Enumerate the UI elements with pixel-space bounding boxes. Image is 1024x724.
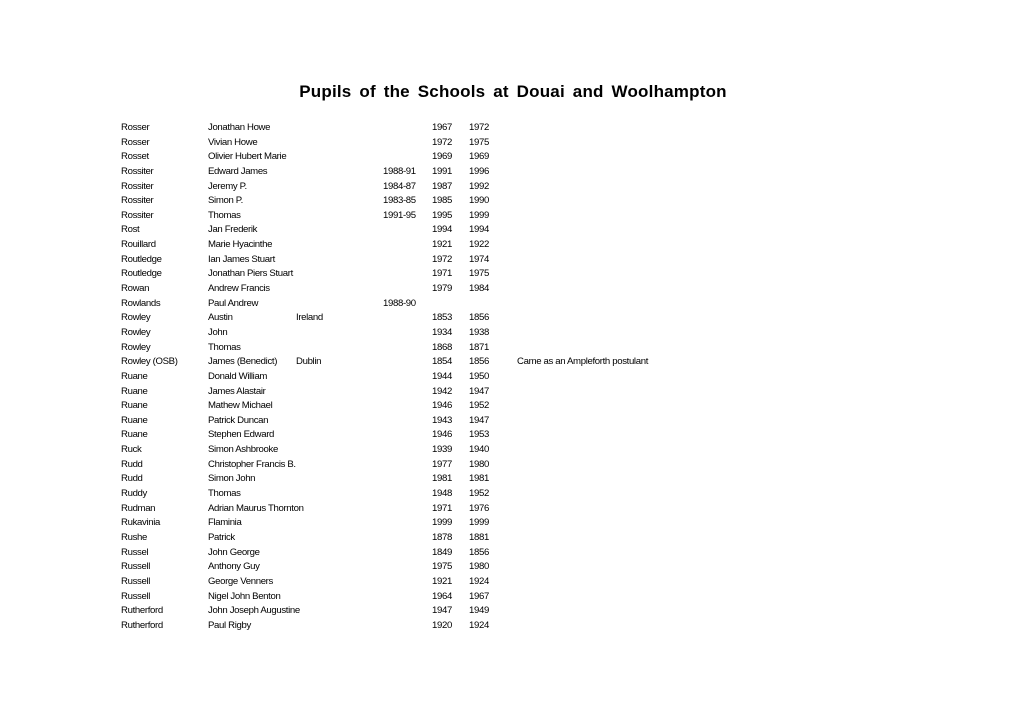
surname-cell: Rowley bbox=[121, 341, 151, 353]
pupil-row bbox=[0, 517, 1024, 532]
forenames-cell: Stephen Edward bbox=[208, 429, 275, 441]
forenames-cell: Vivian Howe bbox=[208, 136, 258, 148]
surname-cell: Rushe bbox=[121, 531, 147, 543]
entry-year-cell: 1971 bbox=[432, 268, 452, 280]
pupil-row bbox=[0, 224, 1024, 239]
entry-year-cell: 1995 bbox=[432, 209, 452, 221]
entry-year-cell: 1939 bbox=[432, 444, 452, 456]
pupil-row bbox=[0, 591, 1024, 606]
pupil-register-list bbox=[0, 122, 1024, 634]
forenames-cell: Mathew Michael bbox=[208, 400, 273, 412]
surname-cell: Ruane bbox=[121, 414, 148, 426]
forenames-cell: Thomas bbox=[208, 209, 241, 221]
pupil-row bbox=[0, 400, 1024, 415]
pupil-row bbox=[0, 386, 1024, 401]
surname-cell: Rossiter bbox=[121, 195, 154, 207]
leave-year-cell: 1990 bbox=[469, 195, 489, 207]
entry-year-cell: 1981 bbox=[432, 473, 452, 485]
pupil-row bbox=[0, 210, 1024, 225]
entry-year-cell: 1947 bbox=[432, 605, 452, 617]
pupil-row bbox=[0, 444, 1024, 459]
forenames-cell: Edward James bbox=[208, 165, 268, 177]
forenames-cell: Simon John bbox=[208, 473, 256, 485]
pupil-row bbox=[0, 342, 1024, 357]
entry-year-cell: 1979 bbox=[432, 283, 452, 295]
surname-cell: Ruane bbox=[121, 370, 148, 382]
pupil-row bbox=[0, 371, 1024, 386]
forenames-cell: Austin bbox=[208, 312, 233, 324]
leave-year-cell: 1881 bbox=[469, 531, 489, 543]
pupil-row bbox=[0, 605, 1024, 620]
forenames-cell: Jonathan Piers Stuart bbox=[208, 268, 293, 280]
forenames-cell: George Venners bbox=[208, 575, 273, 587]
pupil-row bbox=[0, 195, 1024, 210]
pupil-row bbox=[0, 415, 1024, 430]
entry-year-cell: 1921 bbox=[432, 575, 452, 587]
forenames-cell: Andrew Francis bbox=[208, 283, 270, 295]
leave-year-cell: 1938 bbox=[469, 326, 489, 338]
forenames-cell: Olivier Hubert Marie bbox=[208, 151, 287, 163]
entry-year-cell: 1994 bbox=[432, 224, 452, 236]
leave-year-cell: 1952 bbox=[469, 488, 489, 500]
leave-year-cell: 1981 bbox=[469, 473, 489, 485]
forenames-cell: James (Benedict) bbox=[208, 356, 278, 368]
leave-year-cell: 1967 bbox=[469, 590, 489, 602]
entry-year-cell: 1853 bbox=[432, 312, 452, 324]
leave-year-cell: 1947 bbox=[469, 385, 489, 397]
surname-cell: Rudd bbox=[121, 473, 143, 485]
pupil-row bbox=[0, 239, 1024, 254]
surname-cell: Routledge bbox=[121, 268, 162, 280]
pupil-row bbox=[0, 181, 1024, 196]
forenames-cell: Donald William bbox=[208, 370, 268, 382]
place-cell: Dublin bbox=[296, 356, 322, 368]
surname-cell: Ruane bbox=[121, 400, 148, 412]
forenames-cell: Christopher Francis B. bbox=[208, 458, 296, 470]
leave-year-cell: 1980 bbox=[469, 561, 489, 573]
surname-cell: Rowan bbox=[121, 283, 150, 295]
entry-year-cell: 1921 bbox=[432, 239, 452, 251]
pupil-row bbox=[0, 488, 1024, 503]
surname-cell: Rowley bbox=[121, 326, 151, 338]
leave-year-cell: 1976 bbox=[469, 502, 489, 514]
entry-year-cell: 1854 bbox=[432, 356, 452, 368]
pupil-row bbox=[0, 547, 1024, 562]
leave-year-cell: 1871 bbox=[469, 341, 489, 353]
forenames-cell: Thomas bbox=[208, 341, 241, 353]
pupil-row bbox=[0, 620, 1024, 635]
page-title: Pupils of the Schools at Douai and Woolhampton bbox=[299, 82, 727, 101]
surname-cell: Rossiter bbox=[121, 180, 154, 192]
surname-cell: Rosset bbox=[121, 151, 149, 163]
pupil-row bbox=[0, 532, 1024, 547]
leave-year-cell: 1992 bbox=[469, 180, 489, 192]
forenames-cell: Simon Ashbrooke bbox=[208, 444, 278, 456]
forenames-cell: Ian James Stuart bbox=[208, 253, 275, 265]
leave-year-cell: 1947 bbox=[469, 414, 489, 426]
leave-year-cell: 1975 bbox=[469, 268, 489, 280]
forenames-cell: Adrian Maurus Thornton bbox=[208, 502, 304, 514]
leave-year-cell: 1994 bbox=[469, 224, 489, 236]
entry-year-cell: 1934 bbox=[432, 326, 452, 338]
forenames-cell: Nigel John Benton bbox=[208, 590, 281, 602]
leave-year-cell: 1924 bbox=[469, 619, 489, 631]
leave-year-cell: 1980 bbox=[469, 458, 489, 470]
surname-cell: Russell bbox=[121, 561, 151, 573]
surname-cell: Rowley (OSB) bbox=[121, 356, 178, 368]
forenames-cell: Thomas bbox=[208, 488, 241, 500]
leave-year-cell: 1856 bbox=[469, 356, 489, 368]
entry-year-cell: 1943 bbox=[432, 414, 452, 426]
entry-year-cell: 1967 bbox=[432, 122, 452, 133]
entry-year-cell: 1969 bbox=[432, 151, 452, 163]
leave-year-cell: 1953 bbox=[469, 429, 489, 441]
leave-year-cell: 1999 bbox=[469, 517, 489, 529]
forenames-cell: Patrick bbox=[208, 531, 235, 543]
surname-cell: Russel bbox=[121, 546, 149, 558]
leave-year-cell: 1984 bbox=[469, 283, 489, 295]
surname-cell: Routledge bbox=[121, 253, 162, 265]
place-cell: Ireland bbox=[296, 312, 323, 324]
leave-year-cell: 1969 bbox=[469, 151, 489, 163]
surname-cell: Russell bbox=[121, 575, 151, 587]
surname-cell: Rudman bbox=[121, 502, 156, 514]
leave-year-cell: 1950 bbox=[469, 370, 489, 382]
pupil-row bbox=[0, 429, 1024, 444]
surname-cell: Rukavinia bbox=[121, 517, 160, 529]
pupil-row bbox=[0, 503, 1024, 518]
leave-year-cell: 1856 bbox=[469, 546, 489, 558]
surname-cell: Ruck bbox=[121, 444, 142, 456]
surname-cell: Rost bbox=[121, 224, 140, 236]
leave-year-cell: 1940 bbox=[469, 444, 489, 456]
entry-year-cell: 1987 bbox=[432, 180, 452, 192]
pupil-row bbox=[0, 268, 1024, 283]
pupil-row bbox=[0, 122, 1024, 137]
leave-year-cell: 1949 bbox=[469, 605, 489, 617]
leave-year-cell: 1972 bbox=[469, 122, 489, 133]
forenames-cell: Simon P. bbox=[208, 195, 243, 207]
entry-year-cell: 1849 bbox=[432, 546, 452, 558]
leave-year-cell: 1922 bbox=[469, 239, 489, 251]
prep-years-cell: 1988-90 bbox=[383, 297, 416, 309]
surname-cell: Rosser bbox=[121, 122, 150, 133]
pupil-row bbox=[0, 312, 1024, 327]
surname-cell: Rowley bbox=[121, 312, 151, 324]
entry-year-cell: 1942 bbox=[432, 385, 452, 397]
pupil-row bbox=[0, 356, 1024, 371]
pupil-row bbox=[0, 151, 1024, 166]
entry-year-cell: 1999 bbox=[432, 517, 452, 529]
forenames-cell: John Joseph Augustine bbox=[208, 605, 300, 617]
pupil-row bbox=[0, 459, 1024, 474]
leave-year-cell: 1996 bbox=[469, 165, 489, 177]
prep-years-cell: 1983-85 bbox=[383, 195, 416, 207]
surname-cell: Russell bbox=[121, 590, 151, 602]
pupil-row bbox=[0, 561, 1024, 576]
entry-year-cell: 1975 bbox=[432, 561, 452, 573]
leave-year-cell: 1975 bbox=[469, 136, 489, 148]
forenames-cell: Paul Andrew bbox=[208, 297, 259, 309]
surname-cell: Ruane bbox=[121, 385, 148, 397]
pupil-row bbox=[0, 137, 1024, 152]
forenames-cell: Jan Frederik bbox=[208, 224, 258, 236]
surname-cell: Rosser bbox=[121, 136, 150, 148]
entry-year-cell: 1878 bbox=[432, 531, 452, 543]
surname-cell: Rutherford bbox=[121, 605, 163, 617]
surname-cell: Rudd bbox=[121, 458, 143, 470]
entry-year-cell: 1944 bbox=[432, 370, 452, 382]
pupil-row bbox=[0, 254, 1024, 269]
prep-years-cell: 1984-87 bbox=[383, 180, 416, 192]
prep-years-cell: 1988-91 bbox=[383, 165, 416, 177]
surname-cell: Rossiter bbox=[121, 209, 154, 221]
leave-year-cell: 1999 bbox=[469, 209, 489, 221]
pupil-row bbox=[0, 576, 1024, 591]
entry-year-cell: 1868 bbox=[432, 341, 452, 353]
forenames-cell: John George bbox=[208, 546, 260, 558]
forenames-cell: Marie Hyacinthe bbox=[208, 239, 273, 251]
notes-cell: Came as an Ampleforth postulant bbox=[517, 356, 649, 368]
pupil-row bbox=[0, 473, 1024, 488]
surname-cell: Rossiter bbox=[121, 165, 154, 177]
entry-year-cell: 1972 bbox=[432, 253, 452, 265]
entry-year-cell: 1985 bbox=[432, 195, 452, 207]
pupil-row bbox=[0, 298, 1024, 313]
forenames-cell: Patrick Duncan bbox=[208, 414, 269, 426]
surname-cell: Rowlands bbox=[121, 297, 161, 309]
entry-year-cell: 1971 bbox=[432, 502, 452, 514]
surname-cell: Ruane bbox=[121, 429, 148, 441]
entry-year-cell: 1977 bbox=[432, 458, 452, 470]
entry-year-cell: 1964 bbox=[432, 590, 452, 602]
pupil-row bbox=[0, 166, 1024, 181]
entry-year-cell: 1972 bbox=[432, 136, 452, 148]
entry-year-cell: 1920 bbox=[432, 619, 452, 631]
entry-year-cell: 1991 bbox=[432, 165, 452, 177]
leave-year-cell: 1924 bbox=[469, 575, 489, 587]
forenames-cell: Jeremy P. bbox=[208, 180, 247, 192]
leave-year-cell: 1856 bbox=[469, 312, 489, 324]
forenames-cell: James Alastair bbox=[208, 385, 266, 397]
surname-cell: Ruddy bbox=[121, 488, 147, 500]
entry-year-cell: 1946 bbox=[432, 400, 452, 412]
forenames-cell: Paul Rigby bbox=[208, 619, 251, 631]
surname-cell: Rutherford bbox=[121, 619, 163, 631]
entry-year-cell: 1946 bbox=[432, 429, 452, 441]
forenames-cell: Anthony Guy bbox=[208, 561, 260, 573]
forenames-cell: Flaminia bbox=[208, 517, 242, 529]
surname-cell: Rouillard bbox=[121, 239, 156, 251]
pupil-row bbox=[0, 283, 1024, 298]
leave-year-cell: 1952 bbox=[469, 400, 489, 412]
entry-year-cell: 1948 bbox=[432, 488, 452, 500]
forenames-cell: Jonathan Howe bbox=[208, 122, 271, 133]
pupil-row bbox=[0, 327, 1024, 342]
prep-years-cell: 1991-95 bbox=[383, 209, 416, 221]
leave-year-cell: 1974 bbox=[469, 253, 489, 265]
forenames-cell: John bbox=[208, 326, 228, 338]
